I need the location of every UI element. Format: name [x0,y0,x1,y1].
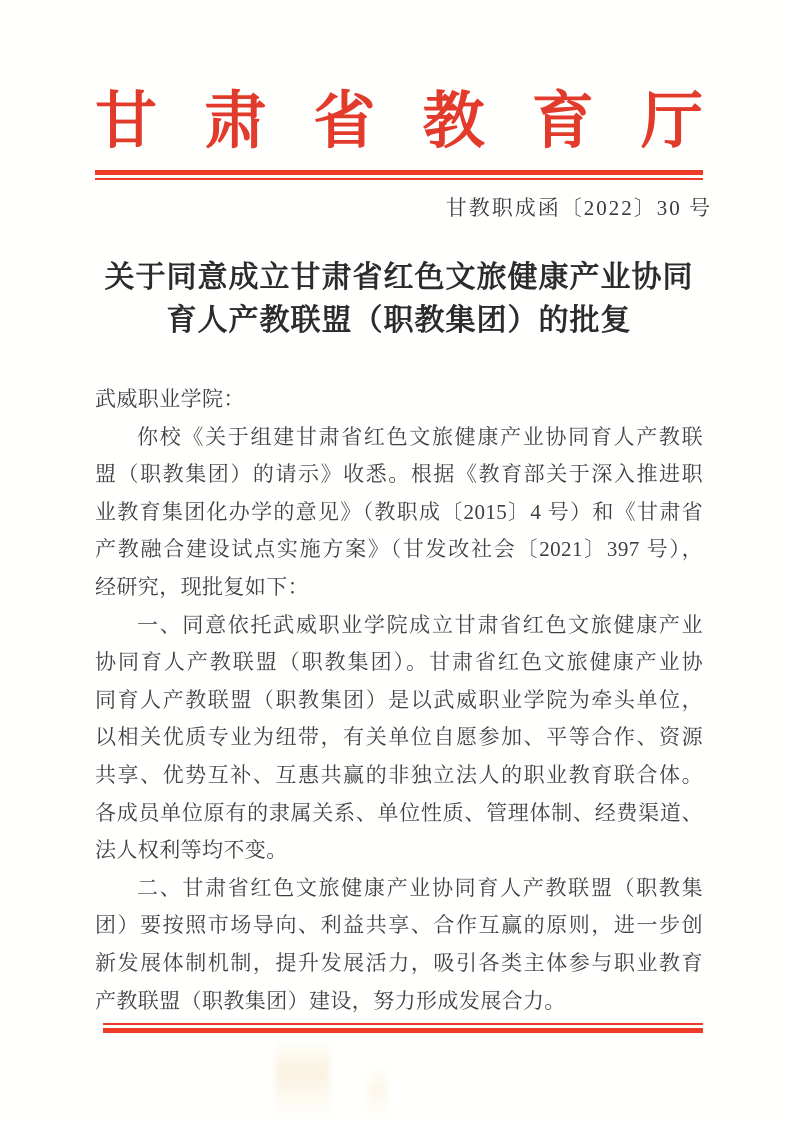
body-line: 业教育集团化办学的意见》（教职成〔2015〕4 号）和《甘肃省 [95,499,703,524]
body-line: 产教联盟（职教集团）建设，努力形成发展合力。 [95,988,566,1013]
body-line: 盟（职教集团）的请示》收悉。根据《教育部关于深入推进职 [95,462,703,487]
body-line: 各成员单位原有的隶属关系、单位性质、管理体制、经费渠道、 [95,800,703,825]
body-line: 一、同意依托武威职业学院成立甘肃省红色文旅健康产业 [137,612,703,637]
body-line: 团）要按照市场导向、利益共享、合作互赢的原则，进一步创 [95,913,703,938]
body-line: 法人权利等均不变。 [95,838,288,863]
letterhead-rule-thick [95,170,703,175]
agency-letterhead-title: 甘肃省教育厅 [95,88,703,156]
body-line: 协同育人产教联盟（职教集团）。甘肃省红色文旅健康产业协 [95,650,703,675]
body-line: 武威职业学院： [95,387,245,411]
body-line: 同育人产教联盟（职教集团）是以武威职业学院为牵头单位， [95,687,703,712]
document-body [95,381,703,1020]
body-line: 你校《关于组建甘肃省红色文旅健康产业协同育人产教联 [137,424,703,449]
body-line: 产教融合建设试点实施方案》（甘发改社会〔2021〕397 号）， [95,537,703,562]
footer-rule-thick [103,1028,703,1033]
body-line: 以相关优质专业为纽带，有关单位自愿参加、平等合作、资源 [95,725,703,750]
document-number: 甘教职成函〔2022〕30 号 [445,196,712,220]
letterhead-rule-thin [95,178,703,180]
footer-rule-thin [103,1023,703,1025]
document-title-line-1: 关于同意成立甘肃省红色文旅健康产业协同 [104,261,694,294]
document-title-line-2: 育人产教联盟（职教集团）的批复 [166,304,632,337]
body-line: 新发展体制机制，提升发展活力，吸引各类主体参与职业教育 [95,950,703,975]
body-line: 二、甘肃省红色文旅健康产业协同育人产教联盟（职教集 [137,875,703,900]
document-title [95,256,703,342]
scan-artifact [368,1062,388,1120]
body-line: 经研究，现批复如下： [95,574,309,599]
body-line: 共享、优势互补、互惠共赢的非独立法人的职业教育联合体。 [95,762,703,787]
scan-artifact [275,1038,330,1120]
